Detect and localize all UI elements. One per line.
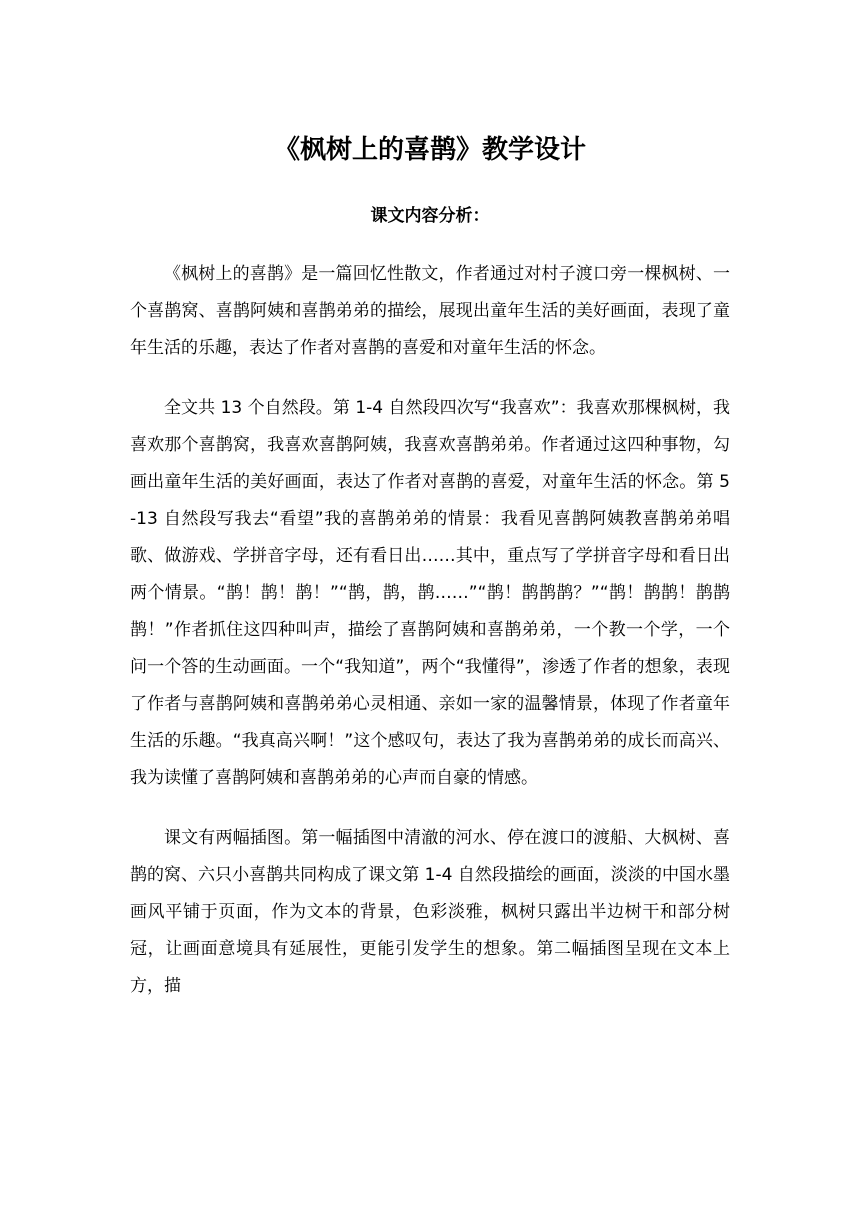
- paragraph-3: 课文有两幅插图。第一幅插图中清澈的河水、停在渡口的渡船、大枫树、喜鹊的窝、六只小喜鹊共同构成了课文第 1-4 自然段描绘的画面，淡淡的中国水墨画风平铺于页面，作为文本的背景，色彩淡雅，枫树只露出半边树干和部分树冠，让画面意境具有延展性，更能引发学生的想象。第二幅插图呈现在文本上方，描: [130, 828, 730, 996]
- paragraph-1: 《枫树上的喜鹊》是一篇回忆性散文，作者通过对村子渡口旁一棵枫树、一个喜鹊窝、喜鹊阿姨和喜鹊弟弟的描绘，展现出童年生活的美好画面，表现了童年生活的乐趣，表达了作者对喜鹊的喜爱和对童年生活的怀念。: [130, 264, 730, 358]
- document-title: 《枫树上的喜鹊》教学设计: [273, 135, 586, 165]
- section-heading: 课文内容分析：: [370, 206, 490, 226]
- document-body: [130, 256, 730, 1028]
- paragraph-2: 全文共 13 个自然段。第 1-4 自然段四次写“我喜欢”：我喜欢那棵枫树，我喜欢那个喜鹊窝，我喜欢喜鹊阿姨，我喜欢喜鹊弟弟。作者通过这四种事物，勾画出童年生活的美好画面，表达了作者对喜鹊的喜爱，对童年生活的怀念。第 5-13 自然段写我去“看望”我的喜鹊弟弟的情景：我看见喜鹊阿姨教喜鹊弟弟唱歌、做游戏、学拼音字母，还有看日出……其中，重点写了学拼音字母和看日出两个情景。“鹊！鹊！鹊！”“鹊，鹊，鹊……”“鹊！鹊鹊鹊？”“鹊！鹊鹊！鹊鹊鹊！”作者抓住这四种叫声，描绘了喜鹊阿姨和喜鹊弟弟，一个教一个学，一个问一个答的生动画面。一个“我知道”，两个“我懂得”，渗透了作者的想象，表现了作者与喜鹊阿姨和喜鹊弟弟心灵相通、亲如一家的温馨情景，体现了作者童年生活的乐趣。“我真高兴啊！”这个感叹句，表达了我为喜鹊弟弟的成长而高兴、我为读懂了喜鹊阿姨和喜鹊弟弟的心声而自豪的情感。: [130, 398, 730, 788]
